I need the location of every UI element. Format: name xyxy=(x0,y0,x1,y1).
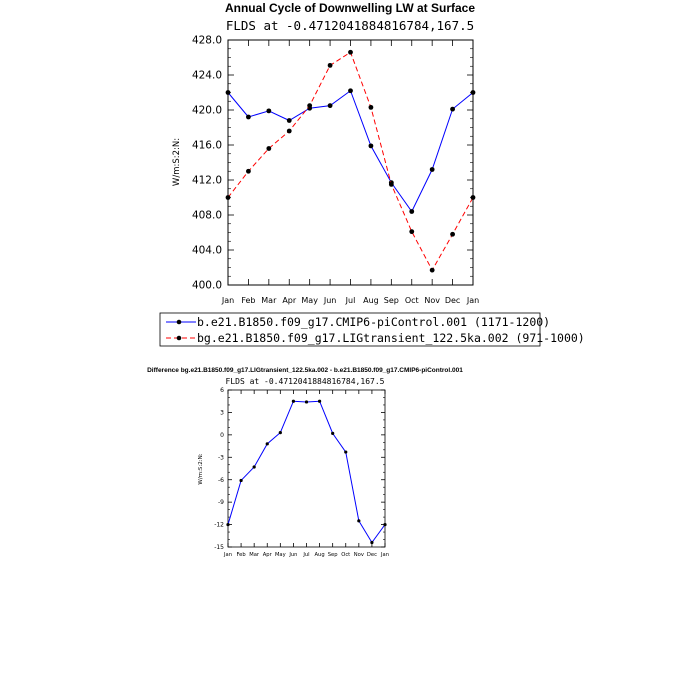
chart-subtitle: FLDS at -0.4712041884816784,167.5 xyxy=(225,18,475,33)
data-point xyxy=(348,88,353,93)
data-point xyxy=(430,268,435,273)
data-point xyxy=(266,146,271,151)
y-tick-label: 428.0 xyxy=(191,34,222,47)
series-lines xyxy=(226,50,476,273)
data-point xyxy=(328,63,333,68)
data-point xyxy=(430,167,435,172)
data-point xyxy=(266,108,271,113)
x-tick-label: Jan xyxy=(224,552,232,558)
diff-series-lines xyxy=(226,400,386,545)
y-tick-label: -12 xyxy=(214,521,224,529)
y-tick-label: 404.0 xyxy=(191,244,222,257)
y-axis-label: W/m:S:2:N: xyxy=(172,137,182,187)
y-tick-label: 408.0 xyxy=(191,209,222,222)
data-point xyxy=(328,103,333,108)
x-tick-label: Jan xyxy=(381,552,389,558)
data-point xyxy=(389,182,394,187)
x-tick-label: Sep xyxy=(327,552,338,558)
diff-axis-ticks xyxy=(228,390,385,547)
diff-x-tick-labels xyxy=(223,552,389,558)
diff-y-tick-labels xyxy=(214,387,224,551)
x-tick-label: May xyxy=(301,296,318,305)
data-point xyxy=(226,90,231,95)
diff-plot-frame xyxy=(228,390,385,547)
diff-chart-title: Difference bg.e21.B1850.f09_g17.LIGtransient_122.5ka.002 - b.e21.B1850.f09_g17.CMIP6-piControl.001 xyxy=(147,367,463,374)
data-point xyxy=(471,90,476,95)
data-point xyxy=(344,450,347,453)
plot-frame xyxy=(228,40,473,285)
data-point xyxy=(450,107,455,112)
x-tick-label: Jun xyxy=(323,296,337,305)
y-tick-label: 0 xyxy=(220,431,224,439)
y-tick-label: -6 xyxy=(218,476,224,484)
x-tick-label: May xyxy=(274,552,286,558)
data-point xyxy=(450,232,455,237)
x-tick-label: Mar xyxy=(261,296,277,305)
data-point xyxy=(246,169,251,174)
chart-title: Annual Cycle of Downwelling LW at Surface xyxy=(224,1,476,15)
y-tick-label: -9 xyxy=(218,499,224,507)
diff-y-axis-label: W/m:S:2:N: xyxy=(198,453,204,485)
data-point xyxy=(239,479,242,482)
data-point xyxy=(226,523,229,526)
y-tick-label: 3 xyxy=(220,409,224,417)
x-tick-label: Nov xyxy=(424,296,440,305)
series-line-0 xyxy=(228,401,385,542)
legend-marker-lig xyxy=(177,336,182,341)
diff-chart-subtitle: FLDS at -0.4712041884816784,167.5 xyxy=(225,377,385,386)
x-tick-label: Jan xyxy=(466,296,480,305)
y-tick-label: 420.0 xyxy=(191,104,222,117)
y-tick-label: 6 xyxy=(220,387,224,395)
legend-label-lig: bg.e21.B1850.f09_g17.LIGtransient_122.5ka.002 (971-1000) xyxy=(197,331,585,345)
data-point xyxy=(331,432,334,435)
x-tick-label: Sep xyxy=(383,296,399,305)
x-tick-label: Apr xyxy=(282,296,297,305)
data-point xyxy=(266,442,269,445)
axis-ticks xyxy=(228,40,473,285)
y-tick-label: -3 xyxy=(218,454,224,462)
y-tick-label: 412.0 xyxy=(191,174,222,187)
data-point xyxy=(383,523,386,526)
series-line-1 xyxy=(228,52,473,270)
y-tick-labels xyxy=(192,35,222,292)
data-point xyxy=(471,195,476,200)
x-tick-labels xyxy=(221,296,479,305)
data-point xyxy=(369,143,374,148)
data-point xyxy=(287,118,292,123)
y-tick-label: 400.0 xyxy=(191,279,222,292)
x-tick-label: Jun xyxy=(289,552,298,558)
legend xyxy=(160,313,585,346)
x-tick-label: Feb xyxy=(236,552,246,558)
data-point xyxy=(305,400,308,403)
x-tick-label: Jan xyxy=(221,296,235,305)
data-point xyxy=(369,105,374,110)
x-tick-label: Oct xyxy=(404,296,419,305)
annual-cycle-chart xyxy=(160,1,585,346)
data-point xyxy=(307,103,312,108)
y-tick-label: 424.0 xyxy=(191,69,222,82)
x-tick-label: Oct xyxy=(341,552,351,558)
x-tick-label: Dec xyxy=(366,552,377,558)
x-tick-label: Feb xyxy=(241,296,256,305)
legend-label-cmip6: b.e21.B1850.f09_g17.CMIP6-piControl.001 (1171-1200) xyxy=(197,315,551,329)
data-point xyxy=(226,195,231,200)
x-tick-label: Dec xyxy=(444,296,461,305)
data-point xyxy=(287,129,292,134)
data-point xyxy=(409,229,414,234)
data-point xyxy=(348,50,353,55)
x-tick-label: Apr xyxy=(262,552,272,558)
data-point xyxy=(370,541,373,544)
series-line-0 xyxy=(228,91,473,212)
y-tick-label: -15 xyxy=(214,544,224,552)
data-point xyxy=(357,519,360,522)
x-tick-label: Jul xyxy=(303,552,310,558)
x-tick-label: Jul xyxy=(345,296,356,305)
x-tick-label: Aug xyxy=(363,296,379,305)
data-point xyxy=(253,465,256,468)
legend-marker-cmip6 xyxy=(177,320,182,325)
difference-chart xyxy=(147,367,463,558)
x-tick-label: Aug xyxy=(314,552,325,558)
data-point xyxy=(279,431,282,434)
y-tick-label: 416.0 xyxy=(191,139,222,152)
data-point xyxy=(409,209,414,214)
data-point xyxy=(246,115,251,120)
x-tick-label: Nov xyxy=(353,552,364,558)
x-tick-label: Mar xyxy=(249,552,260,558)
data-point xyxy=(292,400,295,403)
data-point xyxy=(318,400,321,403)
